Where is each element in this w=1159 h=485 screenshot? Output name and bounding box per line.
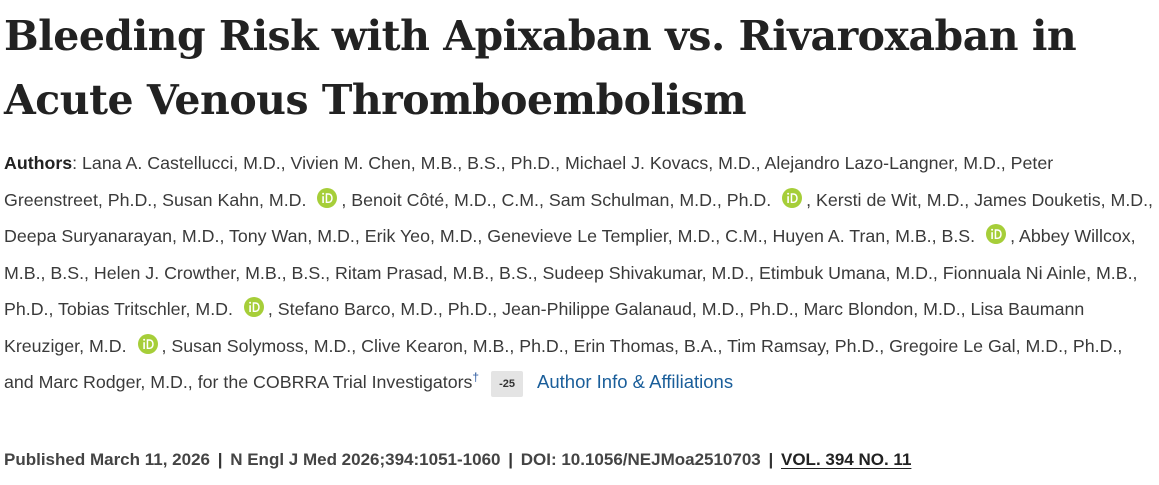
authors-text: , Abbey Willcox, M.B., B.S., Helen J. Crowther, M.B., B.S., Ritam Prasad, M.B., B.S., Sudeep Shivakumar, M.D., Etimbuk Umana, M.D., Fionnuala Ni Ainle, M.B., Ph.D., Tobias Tritschler, M.D.: [4, 226, 1138, 319]
authors-text: : Lana A. Castellucci, M.D., Vivien M. Chen, M.B., B.S., Ph.D., Michael J. Kovacs, M.D., Alejandro Lazo-Langner, M.D., Peter Greenstreet, Ph.D., Susan Kahn, M.D.: [4, 153, 1054, 210]
separator: |: [768, 450, 774, 469]
orcid-icon[interactable]: [138, 334, 158, 354]
authors-text: , Kersti de Wit, M.D., James Douketis, M.D., Deepa Suryanarayan, M.D., Tony Wan, M.D., Erik Yeo, M.D., Genevieve Le Templier, M.D., C.M., Huyen A. Tran, M.B., B.S.: [4, 189, 1153, 246]
authors-label: Authors: [4, 153, 73, 173]
authors-text: , Benoit Côté, M.D., C.M., Sam Schulman, M.D., Ph.D.: [341, 189, 772, 210]
authors-list: [4, 145, 1154, 401]
author-info-affiliations-link[interactable]: Author Info & Affiliations: [537, 371, 734, 392]
orcid-icon[interactable]: [782, 188, 802, 208]
separator: |: [217, 450, 223, 469]
authors-text: , Susan Solymoss, M.D., Clive Kearon, M.B., Ph.D., Erin Thomas, B.A., Tim Ramsay, Ph.D., Gregoire Le Gal, M.D., Ph.D., and Marc Rodger, M.D., for the COBRRA Trial Investigators: [4, 335, 1123, 392]
authors-text: , Stefano Barco, M.D., Ph.D., Jean-Philippe Galanaud, M.D., Ph.D., Marc Blondon, M.D., Lisa Baumann Kreuziger, M.D.: [4, 299, 1085, 356]
dagger-footnote-marker[interactable]: †: [472, 370, 480, 385]
separator: |: [508, 450, 513, 469]
publication-info: [4, 450, 911, 470]
orcid-icon[interactable]: [986, 224, 1006, 244]
volume-issue-link[interactable]: VOL. 394 NO. 11: [781, 450, 912, 469]
journal-citation: N Engl J Med 2026;394:1051-1060: [230, 450, 501, 469]
article-title-line-2: Acute Venous Thromboembolism: [4, 76, 747, 124]
article-title: [4, 0, 1154, 132]
doi[interactable]: DOI: 10.1056/NEJMoa2510703: [520, 450, 761, 469]
orcid-icon[interactable]: [317, 188, 337, 208]
article-title-line-1: Bleeding Risk with Apixaban vs. Rivaroxaban in: [4, 12, 1077, 60]
article-header: [4, 0, 1154, 401]
published-date: Published March 11, 2026: [4, 450, 210, 469]
expand-authors-button[interactable]: -25: [491, 371, 523, 397]
orcid-icon[interactable]: [244, 297, 264, 317]
